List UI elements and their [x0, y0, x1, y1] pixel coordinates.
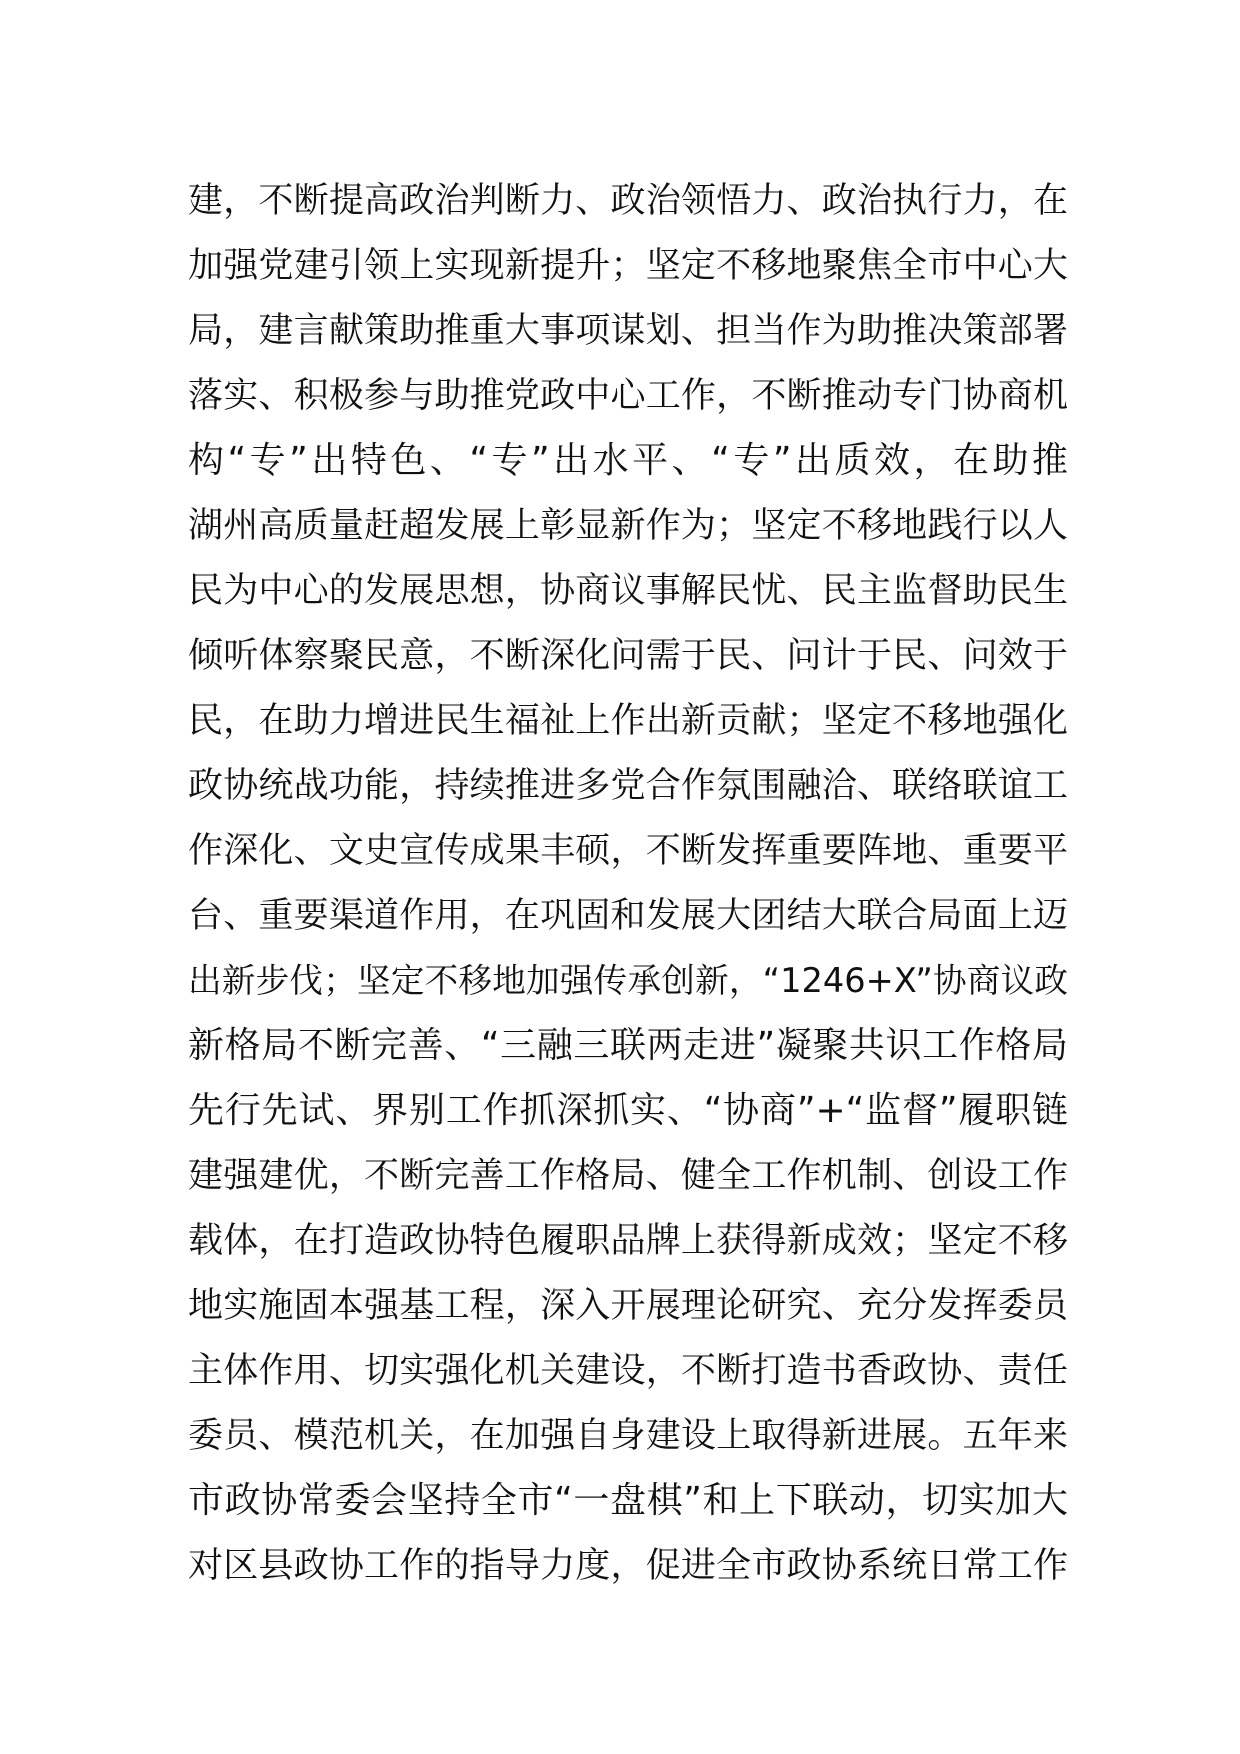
body-text: [188, 168, 1068, 1598]
text-line: 载体，在打造政协特色履职品牌上获得新成效；坚定不移: [188, 1220, 1068, 1261]
text-line: 作深化、文史宣传成果丰硕，不断发挥重要阵地、重要平: [188, 830, 1068, 871]
text-line: 委员、模范机关，在加强自身建设上取得新进展。五年来: [188, 1415, 1068, 1456]
text-line: 政协统战功能，持续推进多党合作氛围融洽、联络联谊工: [188, 765, 1068, 806]
text-line: 湖州高质量赶超发展上彰显新作为；坚定不移地践行以人: [188, 505, 1068, 546]
text-line: 倾听体察聚民意，不断深化问需于民、问计于民、问效于: [188, 635, 1068, 676]
text-line: 建，不断提高政治判断力、政治领悟力、政治执行力，在: [188, 180, 1068, 221]
text-line: 建强建优，不断完善工作格局、健全工作机制、创设工作: [188, 1155, 1068, 1196]
text-line: 先行先试、界别工作抓深抓实、“协商”+“监督”履职链: [188, 1090, 1068, 1131]
text-line: 主体作用、切实强化机关建设，不断打造书香政协、责任: [188, 1350, 1068, 1391]
text-line: 台、重要渠道作用，在巩固和发展大团结大联合局面上迈: [188, 895, 1068, 936]
text-line: 市政协常委会坚持全市“一盘棋”和上下联动，切实加大: [188, 1480, 1068, 1521]
text-line: 民为中心的发展思想，协商议事解民忧、民主监督助民生: [188, 570, 1068, 611]
text-line: 地实施固本强基工程，深入开展理论研究、充分发挥委员: [188, 1285, 1068, 1326]
text-line: 构“专”出特色、“专”出水平、“专”出质效，在助推: [188, 440, 1068, 481]
text-line: 局，建言献策助推重大事项谋划、担当作为助推决策部署: [188, 310, 1068, 351]
text-line: 民，在助力增进民生福祉上作出新贡献；坚定不移地强化: [188, 700, 1068, 741]
text-line: 落实、积极参与助推党政中心工作，不断推动专门协商机: [188, 375, 1068, 416]
text-line: 新格局不断完善、“三融三联两走进”凝聚共识工作格局: [188, 1025, 1068, 1066]
text-line: 出新步伐；坚定不移地加强传承创新，“1246+X”协商议政: [188, 961, 1068, 1000]
text-line: 对区县政协工作的指导力度，促进全市政协系统日常工作: [188, 1545, 1068, 1586]
text-line: 加强党建引领上实现新提升；坚定不移地聚焦全市中心大: [188, 245, 1068, 286]
